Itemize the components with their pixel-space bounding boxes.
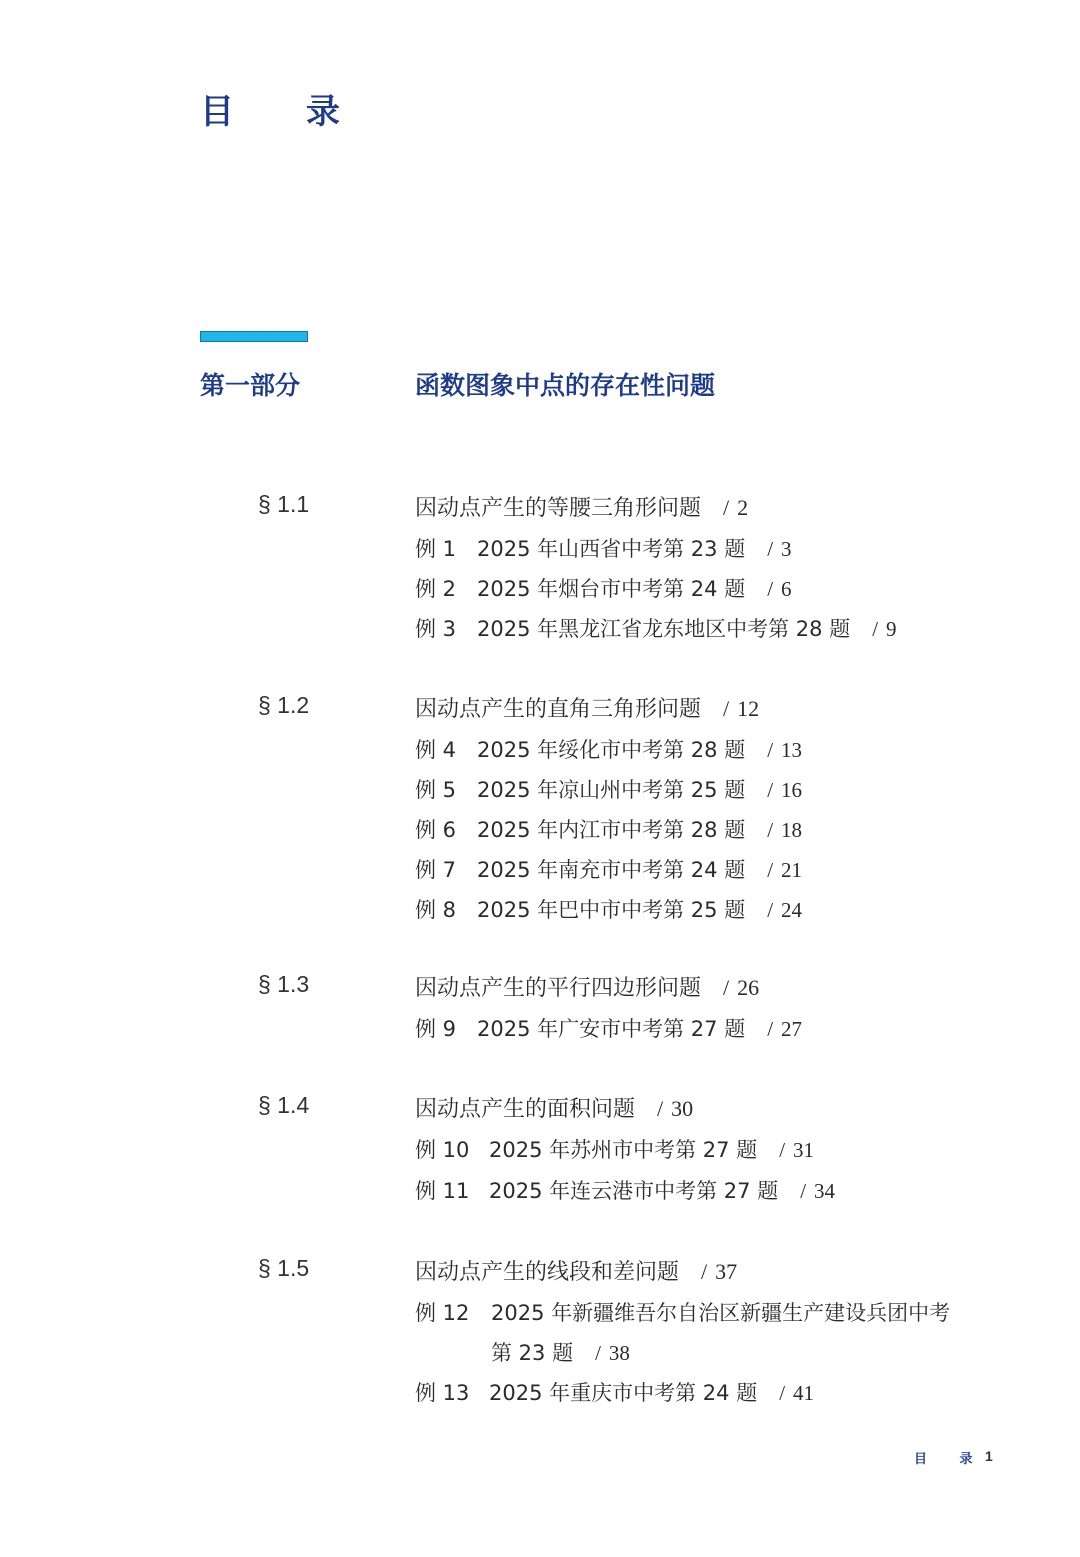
toc-entry-section-1-3[interactable]	[415, 971, 759, 1002]
page-number: 38	[608, 1341, 630, 1365]
example-text: 2025 年苏州市中考第 27 题	[489, 1138, 758, 1162]
example-label: 例 6	[415, 818, 457, 842]
example-text: 第 23 题	[491, 1341, 574, 1365]
page-title: 目 录	[200, 92, 370, 132]
page-number: 34	[814, 1179, 836, 1203]
example-text: 2025 年内江市中考第 28 题	[477, 818, 746, 842]
toc-entry-section-1-4[interactable]	[415, 1092, 693, 1123]
page-ref: / 21	[767, 858, 803, 882]
page-ref: / 30	[657, 1096, 694, 1121]
toc-entry-example[interactable]	[415, 854, 803, 884]
page-number: 41	[793, 1381, 815, 1405]
toc-entry-example[interactable]	[415, 613, 897, 643]
page-number: 3	[781, 537, 792, 561]
section-number: § 1.4	[258, 1092, 310, 1118]
example-label: 例 3	[415, 617, 457, 641]
page-ref: / 24	[767, 898, 803, 922]
example-label: 例 13	[415, 1381, 470, 1405]
part-accent-bar	[200, 331, 308, 342]
example-text: 2025 年南充市中考第 24 题	[477, 858, 746, 882]
page-number: 13	[781, 738, 803, 762]
page-number: 30	[671, 1096, 694, 1121]
example-text: 2025 年广安市中考第 27 题	[477, 1017, 746, 1041]
page-ref: / 27	[767, 1017, 803, 1041]
page-number: 21	[781, 858, 803, 882]
toc-entry-example-continuation[interactable]	[491, 1337, 630, 1367]
example-text: 2025 年新疆维吾尔自治区新疆生产建设兵团中考	[491, 1301, 951, 1325]
toc-entry-example[interactable]	[415, 814, 803, 844]
toc-entry-section-1-2[interactable]	[415, 692, 759, 723]
section-title-text: 因动点产生的线段和差问题	[415, 1260, 680, 1285]
part-label: 第一部分	[200, 371, 301, 400]
page-ref: / 9	[872, 617, 897, 641]
footer-page-number: 1	[985, 1448, 993, 1464]
example-label: 例 10	[415, 1138, 470, 1162]
toc-entry-section-1-1[interactable]	[415, 491, 748, 522]
page-ref: / 12	[723, 696, 760, 721]
example-label: 例 11	[415, 1179, 470, 1203]
section-number: § 1.2	[258, 692, 310, 718]
page-ref: / 38	[595, 1341, 630, 1365]
example-text: 2025 年连云港市中考第 27 题	[489, 1179, 779, 1203]
page-number: 12	[737, 696, 760, 721]
toc-entry-example[interactable]	[415, 1297, 951, 1327]
example-text: 2025 年绥化市中考第 28 题	[477, 738, 746, 762]
section-title-text: 因动点产生的平行四边形问题	[415, 976, 702, 1001]
page-number: 27	[781, 1017, 803, 1041]
example-label: 例 8	[415, 898, 457, 922]
page-number: 9	[886, 617, 897, 641]
example-text: 2025 年巴中市中考第 25 题	[477, 898, 746, 922]
page-number: 26	[737, 975, 760, 1000]
toc-entry-example[interactable]	[415, 734, 803, 764]
page-ref: / 26	[723, 975, 760, 1000]
section-title-text: 因动点产生的等腰三角形问题	[415, 496, 702, 521]
page-number: 18	[781, 818, 803, 842]
footer-label: 目 录	[914, 1452, 987, 1467]
toc-entry-example[interactable]	[415, 894, 803, 924]
example-text: 2025 年重庆市中考第 24 题	[489, 1381, 758, 1405]
page-ref: / 41	[779, 1381, 815, 1405]
page-ref: / 2	[723, 495, 749, 520]
section-number: § 1.3	[258, 971, 310, 997]
page-ref: / 16	[767, 778, 803, 802]
toc-entry-example[interactable]	[415, 1377, 815, 1407]
example-label: 例 9	[415, 1017, 457, 1041]
page-ref: / 3	[767, 537, 792, 561]
toc-entry-example[interactable]	[415, 1134, 815, 1164]
page-ref: / 18	[767, 818, 803, 842]
toc-entry-example[interactable]	[415, 533, 792, 563]
toc-entry-example[interactable]	[415, 573, 792, 603]
page-number: 2	[737, 495, 749, 520]
toc-entry-example[interactable]	[415, 1013, 803, 1043]
toc-entry-example[interactable]	[415, 774, 803, 804]
page-ref: / 6	[767, 577, 792, 601]
example-label: 例 5	[415, 778, 457, 802]
example-text: 2025 年黑龙江省龙东地区中考第 28 题	[477, 617, 851, 641]
example-label: 例 4	[415, 738, 457, 762]
page-number: 6	[781, 577, 792, 601]
example-text: 2025 年凉山州中考第 25 题	[477, 778, 746, 802]
page-number: 24	[781, 898, 803, 922]
section-title-text: 因动点产生的直角三角形问题	[415, 697, 702, 722]
example-text: 2025 年山西省中考第 23 题	[477, 537, 746, 561]
example-label: 例 12	[415, 1301, 470, 1325]
page-ref: / 34	[800, 1179, 836, 1203]
page-number: 37	[715, 1259, 738, 1284]
page-ref: / 31	[779, 1138, 815, 1162]
example-label: 例 1	[415, 537, 457, 561]
example-label: 例 2	[415, 577, 457, 601]
page-number: 31	[793, 1138, 815, 1162]
section-title-text: 因动点产生的面积问题	[415, 1097, 636, 1122]
page-ref: / 13	[767, 738, 803, 762]
section-number: § 1.1	[258, 491, 310, 517]
toc-entry-example[interactable]	[415, 1175, 836, 1205]
example-label: 例 7	[415, 858, 457, 882]
page-number: 16	[781, 778, 803, 802]
example-text: 2025 年烟台市中考第 24 题	[477, 577, 746, 601]
part-title: 函数图象中点的存在性问题	[415, 371, 716, 400]
toc-entry-section-1-5[interactable]	[415, 1255, 737, 1286]
page-ref: / 37	[701, 1259, 738, 1284]
section-number: § 1.5	[258, 1255, 310, 1281]
